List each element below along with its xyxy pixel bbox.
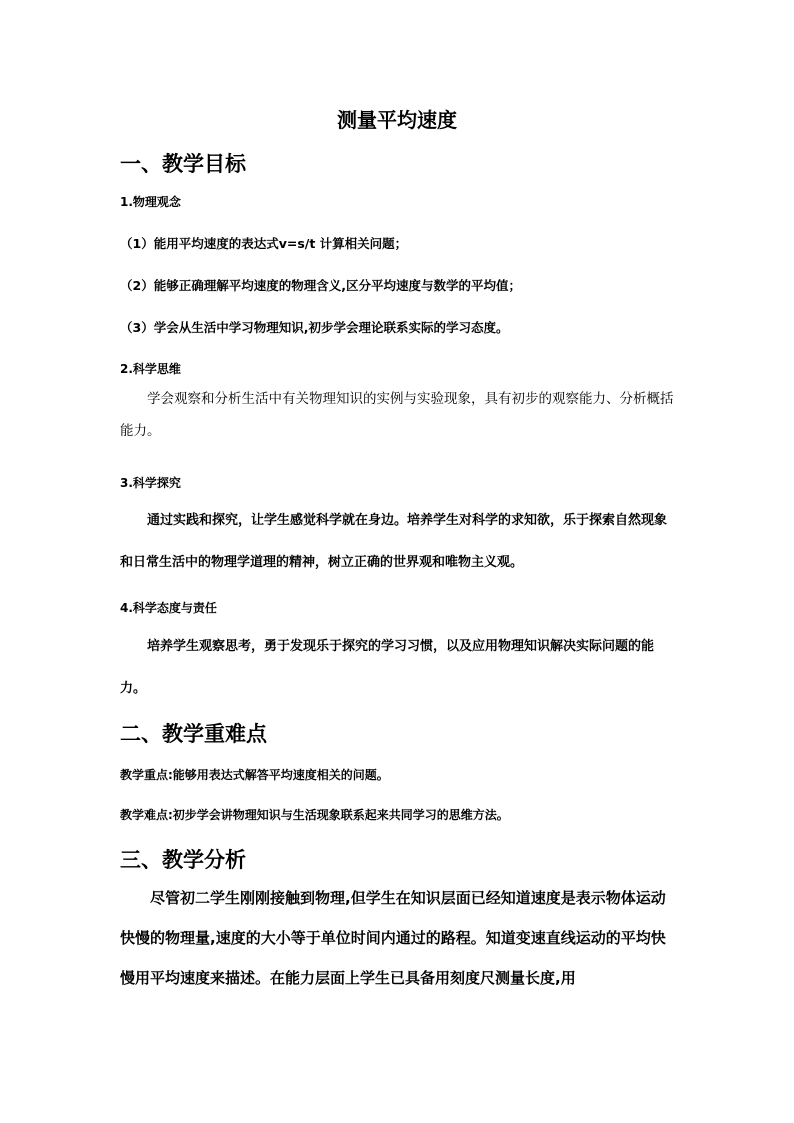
scientific-inquiry-text: 通过实践和探究，让学生感觉科学就在身边。培养学生对科学的求知欲，乐于探索自然现象和日常生活中的物理学道理的精神，树立正确的世界观和唯物主义观。: [120, 513, 668, 570]
difficult-point-text: 教学难点:初步学会讲物理知识与生活现象联系起来共同学习的思维方法。: [120, 808, 509, 822]
scientific-thinking-text: 学会观察和分析生活中有关物理知识的实例与实验现象，具有初步的观察能力、分析概括能力。: [120, 391, 674, 439]
section-heading-analysis: 三、教学分析: [120, 848, 246, 872]
subheading-physics-concept: 1.物理观念: [120, 195, 181, 209]
subheading-scientific-thinking: 2.科学思维: [120, 362, 181, 376]
section-heading-key-points: 二、教学重难点: [120, 722, 267, 746]
attitude-responsibility-text: 培养学生观察思考，勇于发现乐于探究的学习习惯，以及应用物理知识解决实际问题的能力。: [120, 639, 655, 696]
subheading-scientific-inquiry: 3.科学探究: [120, 476, 181, 490]
document-title: 测量平均速度: [337, 108, 457, 132]
objective-item-3: （3）学会从生活中学习物理知识,初步学会理论联系实际的学习态度。: [120, 320, 509, 335]
analysis-text: 尽管初二学生刚刚接触到物理,但学生在知识层面已经知道速度是表示物体运动快慢的物理量,速度的大小等于单位时间内通过的路程。知道变速直线运动的平均快慢用平均速度来描述。在能力层面上学生已具备用刻度尺测量长度,用: [120, 889, 666, 987]
section-heading-objectives: 一、教学目标: [120, 152, 246, 176]
objective-item-1: （1）能用平均速度的表达式v=s/t 计算相关问题；: [120, 236, 408, 251]
key-point-text: 教学重点:能够用表达式解答平均速度相关的问题。: [120, 768, 389, 782]
objective-item-2: （2）能够正确理解平均速度的物理含义,区分平均速度与数学的平均值；: [120, 278, 521, 293]
subheading-attitude-responsibility: 4.科学态度与责任: [120, 601, 217, 615]
